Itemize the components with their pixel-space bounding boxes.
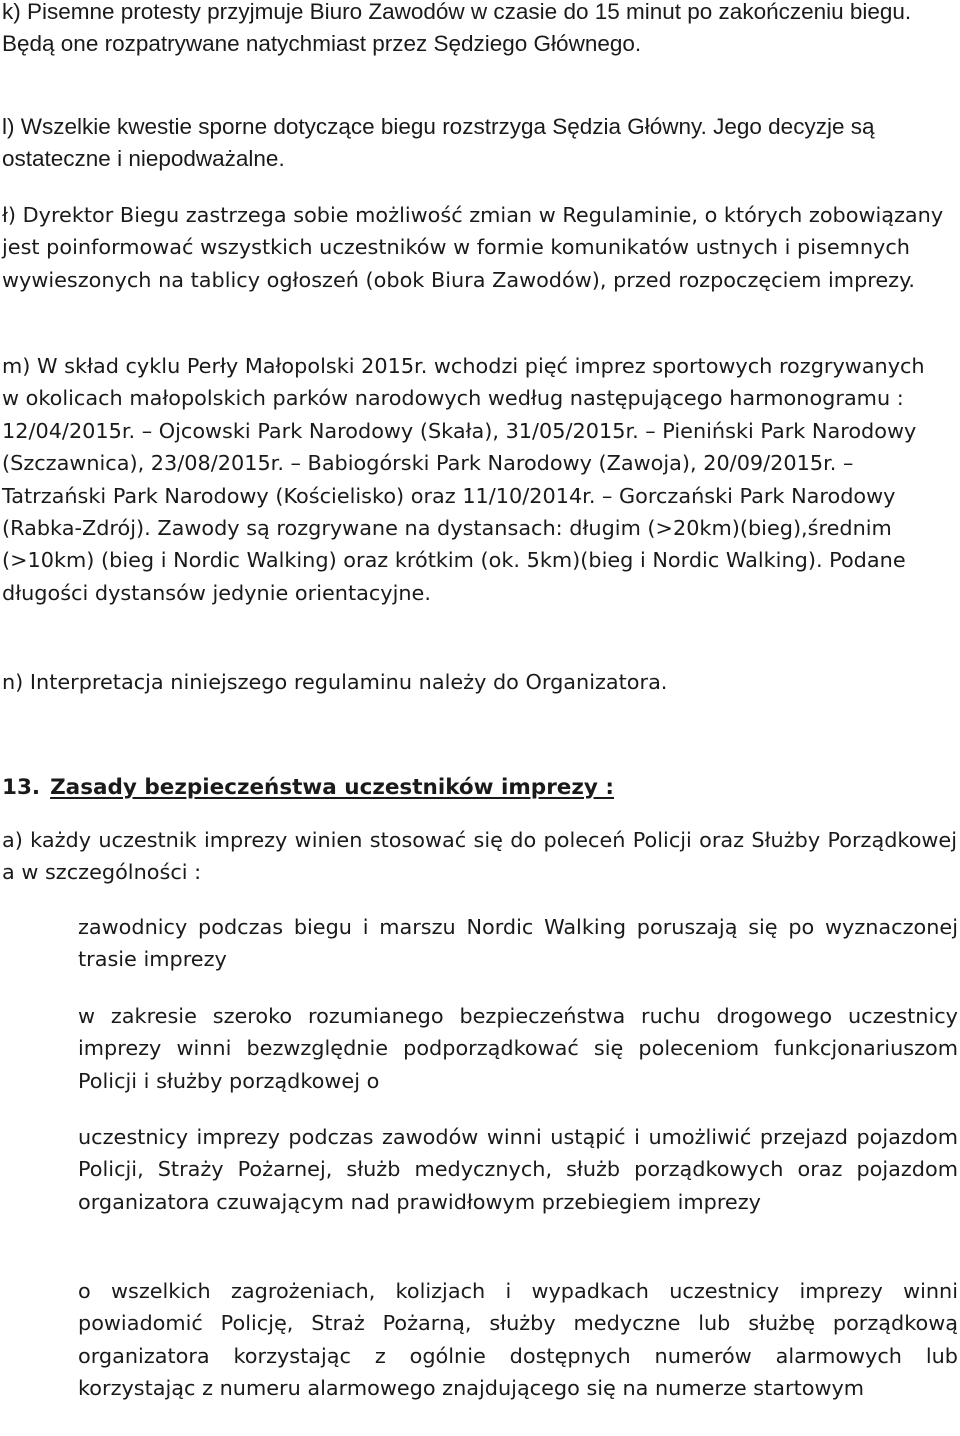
rule-item-2: w zakresie szeroko rozumianego bezpieczeństwa ruchu drogowego uczestnicy imprezy winni bezwzględnie podporządkować się poleceniom funkcjonariuszom Policji i służby porządkowej o	[78, 1004, 958, 1093]
section-heading	[2, 772, 614, 804]
rule-item-4: o wszelkich zagrożeniach, kolizjach i wypadkach uczestnicy imprezy winni powiadomić Policję, Straż Pożarną, służby medyczne lub służbę porządkową organizatora korzystając z ogólnie dostępnych numerów alarmowych lub korzystając z numeru alarmowego znajdującego się na numerze startowym	[78, 1279, 958, 1401]
paragraph-k: k) Pisemne protesty przyjmuje Biuro Zawodów w czasie do 15 minut po zakończeniu biegu. Będą one rozpatrywane natychmiast przez Sędziego Głównego.	[2, 0, 912, 57]
paragraph-n: n) Interpretacja niniejszego regulaminu należy do Organizatora.	[2, 670, 668, 694]
rule-item-3: uczestnicy imprezy podczas zawodów winni ustąpić i umożliwić przejazd pojazdom Policji, Straży Pożarnej, służb medycznych, służb porządkowych oraz pojazdom organizatora czuwającym nad prawidłowym przebiegiem imprezy	[78, 1125, 958, 1214]
rule-item-1: zawodnicy podczas biegu i marszu Nordic Walking poruszają się po wyznaczonej trasie imprezy	[78, 915, 958, 972]
paragraph-a: a) każdy uczestnik imprezy winien stosować się do poleceń Policji oraz Służby Porządkowej a w szczególności :	[2, 828, 957, 885]
paragraph-l-stroke: ł) Dyrektor Biegu zastrzega sobie możliwość zmian w Regulaminie, o których zobowiązany jest poinformować wszystkich uczestników w formie komunikatów ustnych i pisemnych wywieszonych na tablicy ogłoszeń (obok Biura Zawodów), przed rozpoczęciem imprezy.	[2, 203, 944, 292]
section-title: Zasady bezpieczeństwa uczestników imprezy :	[50, 775, 614, 800]
section-number: 13.	[2, 775, 41, 800]
paragraph-m: m) W skład cyklu Perły Małopolski 2015r. wchodzi pięć imprez sportowych rozgrywanych w okolicach małopolskich parków narodowych według następującego harmonogramu : 12/04/2015r. – Ojcowski Park Narodowy (Skała), 31/05/2015r. – Pieniński Park Narodowy (Szczawnica), 23/08/2015r. – Babiogórski Park Narodowy (Zawoja), 20/09/2015r. – Tatrzański Park Narodowy (Kościelisko) oraz 11/10/2014r. – Gorczański Park Narodowy (Rabka-Zdrój). Zawody są rozgrywane na dystansach: długim (>20km)(bieg),średnim (>10km) (bieg i Nordic Walking) oraz krótkim (ok. 5km)(bieg i Nordic Walking). Podane długości dystansów jedynie orientacyjne.	[2, 354, 925, 605]
paragraph-l: l) Wszelkie kwestie sporne dotyczące biegu rozstrzyga Sędzia Główny. Jego decyzje są ostateczne i niepodważalne.	[2, 114, 875, 172]
